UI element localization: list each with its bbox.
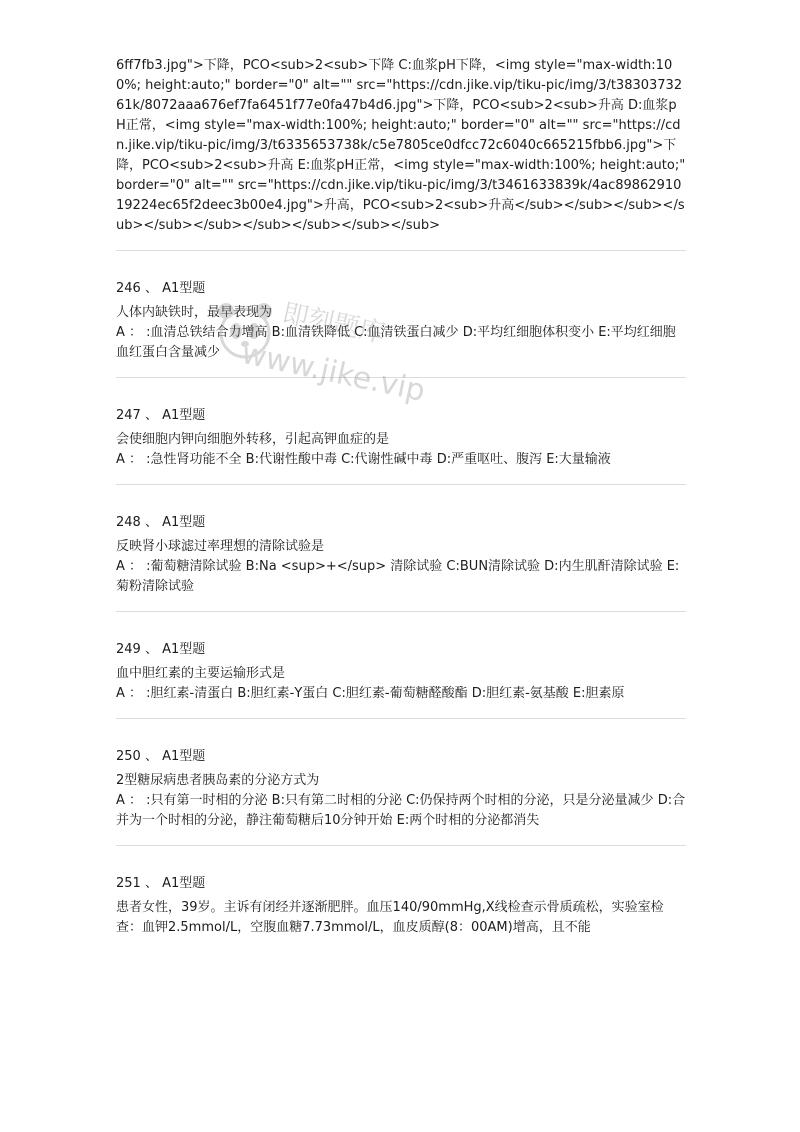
previous-question-fragment: 6ff7fb3.jpg">下降，PCO<sub>2<sub>下降 C:血浆pH下降，<img style="max-width:100%; height:auto;" border="0" alt="" src="https://cdn.jike.vip/tiku-pic/img/3/t3830373261k/8072aaa676ef7fa6451f77e0fa47b4d6.jpg">下降，PCO<sub>2<sub>升高 D:血浆pH正常，<img style="max-width:100%; height:auto;" border="0" alt="" src="https://cdn.jike.vip/tiku-pic/img/3/t6335653738k/c5e7805ce0dfcc72c6040c665215fbb6.jpg">下降，PCO<sub>2<sub>升高 E:血浆pH正常，<img style="max-width:100%; height:auto;" border="0" alt="" src="https://cdn.jike.vip/tiku-pic/img/3/t3461633839k/4ac8986291019224ec65f2deec3b00e4.jpg">升高，PCO<sub>2<sub>升高</sub></sub></sub></sub></sub></sub></sub></sub></sub></sub> xyxy=(116,58,686,233)
question-stem: 人体内缺铁时，最早表现为 xyxy=(116,305,273,320)
question-options: A ： :血清总铁结合力增高 B:血清铁降低 C:血清铁蛋白减少 D:平均红细胞体积变小 E:平均红细胞血红蛋白含量减少 xyxy=(116,325,676,360)
question-options: A ： :胆红素-清蛋白 B:胆红素-Y蛋白 C:胆红素-葡萄糖醛酸酯 D:胆红素-氨基酸 E:胆素原 xyxy=(116,686,625,701)
question-249 xyxy=(116,612,686,719)
question-options: A ： :葡萄糖清除试验 B:Na <sup>+</sup> 清除试验 C:BUN清除试验 D:内生肌酐清除试验 E:菊粉清除试验 xyxy=(116,559,680,594)
question-stem: 反映肾小球滤过率理想的清除试验是 xyxy=(116,539,325,554)
question-number: 248 、 A1型题 xyxy=(116,515,206,530)
question-options: A ： :急性肾功能不全 B:代谢性酸中毒 C:代谢性碱中毒 D:严重呕吐、腹泻 E:大量输液 xyxy=(116,452,611,467)
question-stem: 2型糖尿病患者胰岛素的分泌方式为 xyxy=(116,773,320,788)
watermark-url: www.jike.vip xyxy=(238,335,429,410)
question-248 xyxy=(116,485,686,612)
question-250 xyxy=(116,719,686,846)
question-251 xyxy=(116,846,686,938)
question-number: 246 、 A1型题 xyxy=(116,281,206,296)
question-number: 247 、 A1型题 xyxy=(116,408,206,423)
document-body xyxy=(116,56,686,938)
question-stem: 血中胆红素的主要运输形式是 xyxy=(116,666,286,681)
question-stem: 会使细胞内钾向细胞外转移，引起高钾血症的是 xyxy=(116,432,390,447)
question-number: 251 、 A1型题 xyxy=(116,876,206,891)
question-options: A ： :只有第一时相的分泌 B:只有第二时相的分泌 C:仍保持两个时相的分泌，只是分泌量减少 D:合并为一个时相的分泌，静注葡萄糖后10分钟开始 E:两个时相的分泌都消失 xyxy=(116,793,686,828)
question-number: 249 、 A1型题 xyxy=(116,642,206,657)
question-247 xyxy=(116,378,686,485)
watermark-brand: 即刻题库 xyxy=(279,298,388,350)
question-stem: 患者女性，39岁。主诉有闭经并逐渐肥胖。血压140/90mmHg,X线检查示骨质疏松，实验室检查：血钾2.5mmol/L，空腹血糖7.73mmol/L，血皮质醇(8：00AM)增高，且不能 xyxy=(116,900,664,935)
question-number: 250 、 A1型题 xyxy=(116,749,206,764)
question-246 xyxy=(116,251,686,378)
